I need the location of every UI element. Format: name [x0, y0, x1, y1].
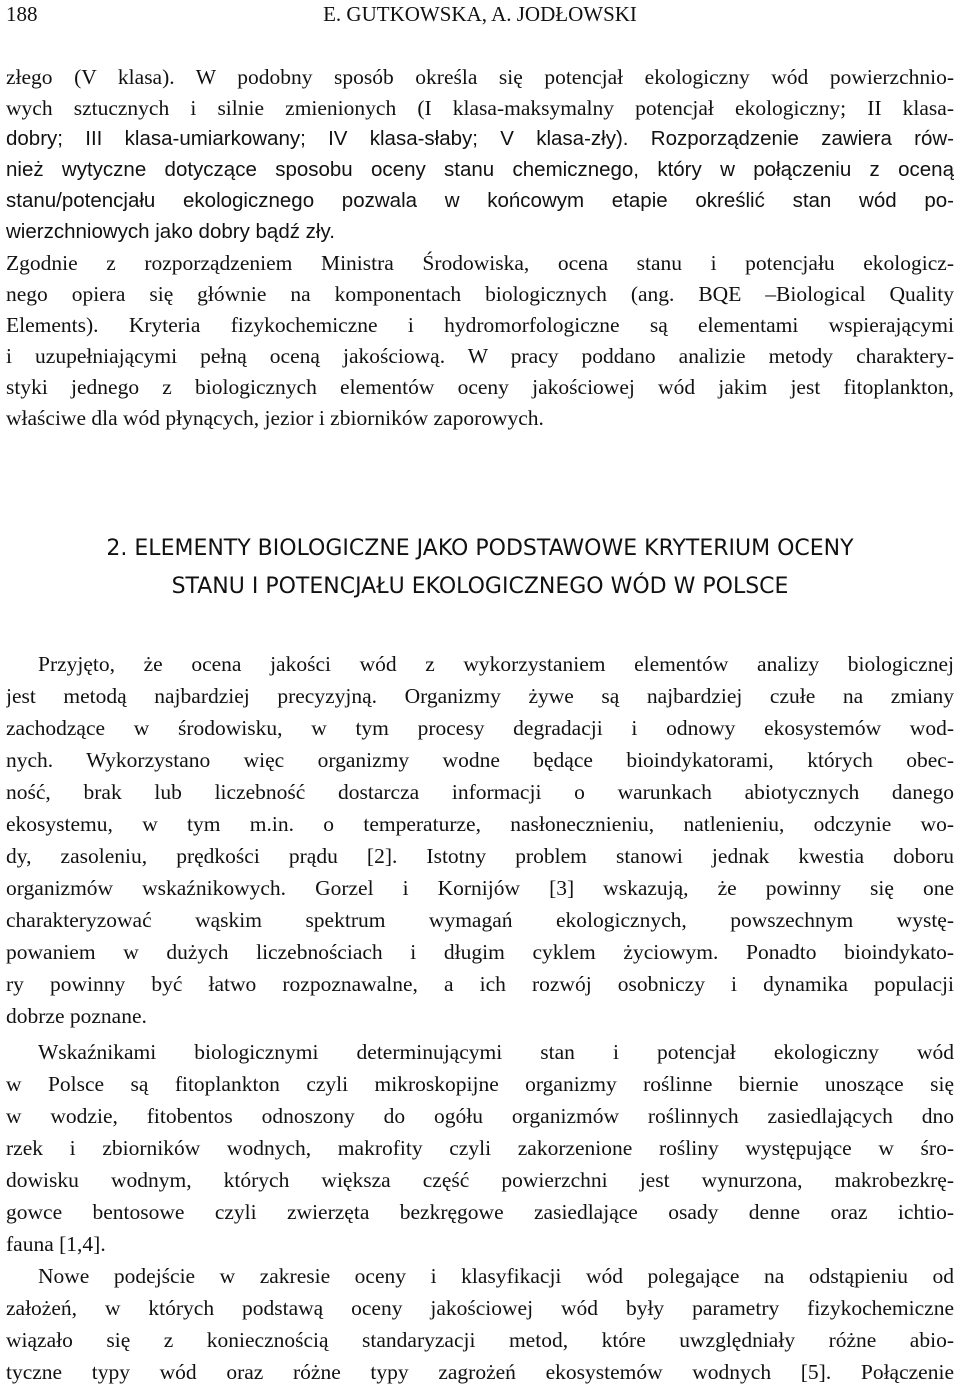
text-line: nego opiera się głównie na komponentach biologicznych (ang. BQE –Biological Quality	[6, 282, 954, 306]
text-line: stanu/potencjału ekologicznego pozwala w końcowym etapie określić stan wód po-	[6, 189, 954, 212]
text-line: właściwe dla wód płynących, jezior i zbiorników zaporowych.	[6, 406, 544, 430]
text-line: ry powinny być łatwo rozpoznawalne, a ich rozwój osobniczy i dynamika populacji	[6, 972, 954, 996]
page-number: 188	[6, 2, 38, 26]
section-heading-line-2: STANU I POTENCJAŁU EKOLOGICZNEGO WÓD W POLSCE	[171, 574, 789, 599]
text-line: dy, zasoleniu, prędkości prądu [2]. Istotny problem stanowi jednak kwestia doboru	[6, 844, 954, 868]
section-heading-line-1: 2. ELEMENTY BIOLOGICZNE JAKO PODSTAWOWE KRYTERIUM OCENY	[106, 536, 854, 561]
text-line: wych sztucznych i silnie zmienionych (I klasa-maksymalny potencjał ekologiczny; II klasa-	[6, 96, 954, 120]
text-line: i uzupełniającymi pełną oceną jakościową. W pracy poddano analizie metody charaktery-	[6, 344, 954, 368]
text-line: powaniem w dużych liczebnościach i długim cyklem życiowym. Ponadto bioindykato-	[6, 940, 954, 964]
text-line: jest metodą najbardziej precyzyjną. Organizmy żywe są najbardziej czułe na zmiany	[6, 684, 954, 708]
text-line: ekosystemu, w tym m.in. o temperaturze, nasłonecznieniu, natlenieniu, odczynie wo-	[6, 812, 954, 836]
text-line: ność, brak lub liczebność dostarcza informacji o warunkach abiotycznych danego	[6, 780, 954, 804]
text-line: fauna [1,4].	[6, 1232, 106, 1256]
running-head: E. GUTKOWSKA, A. JODŁOWSKI	[323, 2, 637, 26]
text-line: Wskaźnikami biologicznymi determinującymi stan i potencjał ekologiczny wód	[38, 1040, 954, 1064]
text-line: Elements). Kryteria fizykochemiczne i hydromorfologiczne są elementami wspierającymi	[6, 313, 954, 337]
text-line: w Polsce są fitoplankton czyli mikroskopijne organizmy roślinne biernie unoszące się	[6, 1072, 954, 1096]
text-line: dobry; III klasa-umiarkowany; IV klasa-słaby; V klasa-zły). Rozporządzenie zawiera rów-	[6, 127, 954, 150]
text-line: dowisku wodnym, których większa część powierzchni jest wynurzona, makrobezkrę-	[6, 1168, 954, 1192]
text-line: wiązało się z koniecznością standaryzacji metod, które uwzględniały różne abio-	[6, 1328, 954, 1352]
text-line: gowce bentosowe czyli zwierzęta bezkręgowe zasiedlające osady denne oraz ichtio-	[6, 1200, 954, 1224]
text-line: charakteryzować wąskim spektrum wymagań ekologicznych, powszechnym wystę-	[6, 908, 954, 932]
text-line: Nowe podejście w zakresie oceny i klasyfikacji wód polegające na odstąpieniu od	[38, 1264, 954, 1288]
text-line: styki jednego z biologicznych elementów oceny jakościowej wód jakim jest fitoplankton,	[6, 375, 954, 399]
text-line: Przyjęto, że ocena jakości wód z wykorzystaniem elementów analizy biologicznej	[38, 652, 954, 676]
text-line: założeń, w których podstawą oceny jakościowej wód były parametry fizykochemiczne	[6, 1296, 954, 1320]
page-header	[6, 2, 954, 26]
text-line: organizmów wskaźnikowych. Gorzel i Kornijów [3] wskazują, że powinny się one	[6, 876, 954, 900]
text-line: rzek i zbiorników wodnych, makrofity czyli zakorzenione rośliny występujące w śro-	[6, 1136, 954, 1160]
text-line: tyczne typy wód oraz różne typy zagrożeń ekosystemów wodnych [5]. Połączenie	[6, 1360, 954, 1384]
text-line: w wodzie, fitobentos odnoszony do ogółu organizmów roślinnych zasiedlających dno	[6, 1104, 954, 1128]
text-line: nych. Wykorzystano więc organizmy wodne będące bioindykatorami, których obec-	[6, 748, 954, 772]
text-line: wierzchniowych jako dobry bądź zły.	[6, 220, 335, 243]
text-line: nież wytyczne dotyczące sposobu oceny stanu chemicznego, który w połączeniu z oceną	[6, 158, 954, 181]
text-line: złego (V klasa). W podobny sposób określa się potencjał ekologiczny wód powierzchnio-	[6, 65, 954, 89]
text-line: zachodzące w środowisku, w tym procesy degradacji i odnowy ekosystemów wod-	[6, 716, 954, 740]
text-line: dobrze poznane.	[6, 1004, 147, 1028]
text-line: Zgodnie z rozporządzeniem Ministra Środowiska, ocena stanu i potencjału ekologicz-	[6, 251, 954, 275]
